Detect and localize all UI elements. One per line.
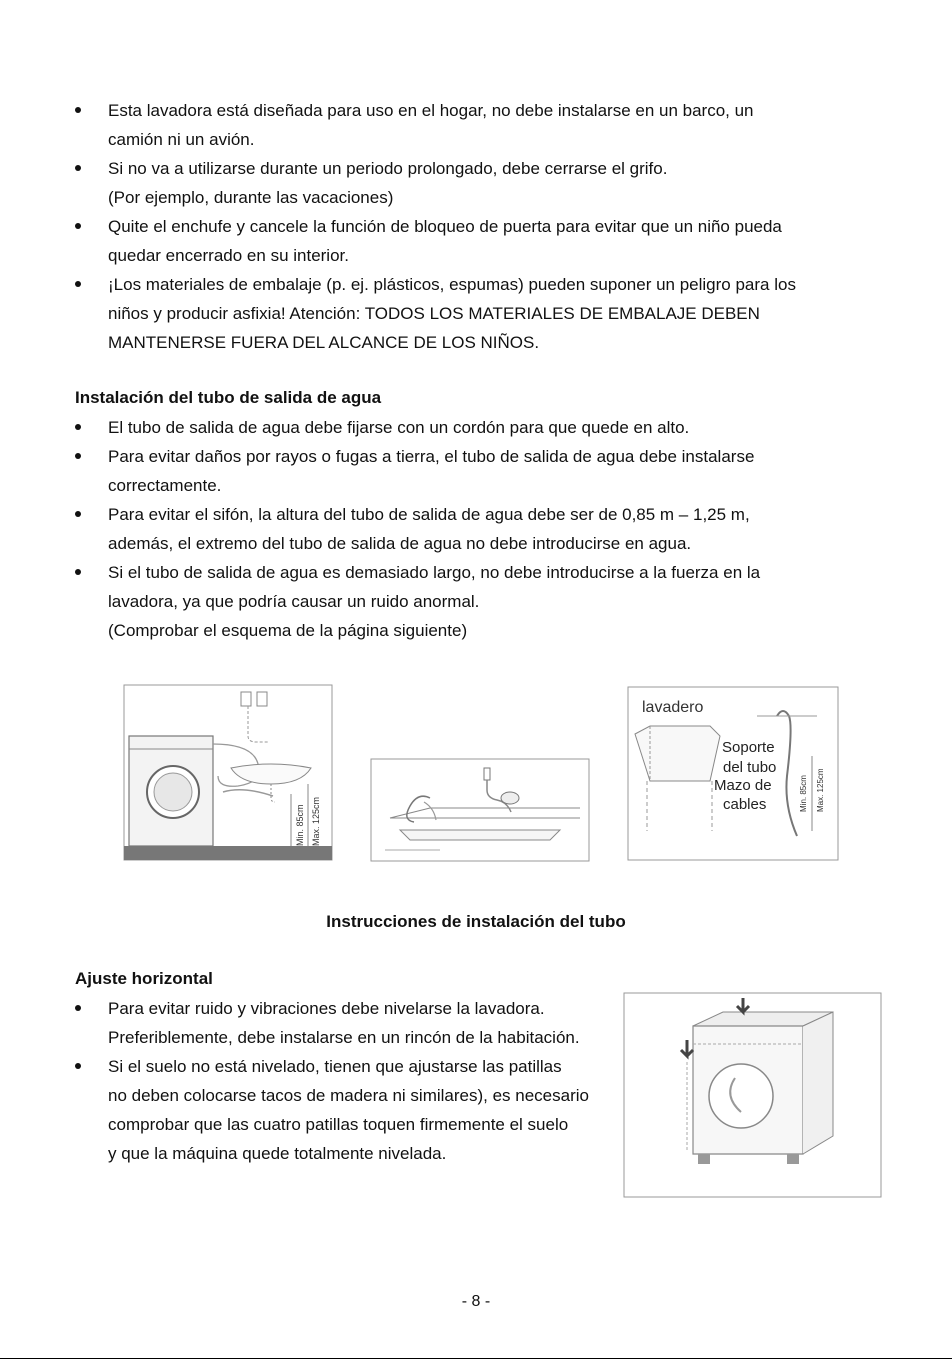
figure-leveling-washer xyxy=(623,992,882,1198)
list-item xyxy=(75,994,589,1052)
text-line: además, el extremo del tubo de salida de agua no debe introducirse en agua. xyxy=(108,534,692,553)
text-line: Preferiblemente, debe instalarse en un rincón de la habitación. xyxy=(108,1028,580,1047)
list-item xyxy=(75,1052,589,1168)
text-line: Para evitar daños por rayos o fugas a tierra, el tubo de salida de agua debe instalarse xyxy=(108,447,755,466)
lavadero-label: lavadero xyxy=(642,699,704,716)
safety-list xyxy=(75,96,796,357)
min-height-label: Min. 85cm xyxy=(295,804,305,846)
text-line: comprobar que las cuatro patillas toquen firmemente el suelo xyxy=(108,1115,569,1134)
text-line: y que la máquina quede totalmente nivelada. xyxy=(108,1144,447,1163)
text-line: ¡Los materiales de embalaje (p. ej. plásticos, espumas) pueden suponer un peligro para los xyxy=(108,275,796,294)
text-line: Si el tubo de salida de agua es demasiado largo, no debe introducirse a la fuerza en la xyxy=(108,563,761,582)
figure-lavadero xyxy=(627,686,839,861)
cable-tie-label-1: Mazo de xyxy=(714,777,772,794)
list-item xyxy=(75,96,796,154)
figure-caption: Instrucciones de instalación del tubo xyxy=(326,912,626,931)
text-line: correctamente. xyxy=(108,476,222,495)
text-line: quedar encerrado en su interior. xyxy=(108,246,349,265)
text-line: Para evitar ruido y vibraciones debe nivelarse la lavadora. xyxy=(108,999,545,1018)
list-item xyxy=(75,413,760,442)
text-line: Si no va a utilizarse durante un periodo prolongado, debe cerrarse el grifo. xyxy=(108,159,668,178)
text-line: Si el suelo no está nivelado, tienen que ajustarse las patillas xyxy=(108,1057,562,1076)
figure-washer-sink xyxy=(123,684,333,861)
text-line: lavadora, ya que podría causar un ruido anormal. xyxy=(108,592,480,611)
list-item xyxy=(75,558,760,645)
text-line: no deben colocarse tacos de madera ni similares), es necesario xyxy=(108,1086,589,1105)
list-item xyxy=(75,500,760,558)
list-item xyxy=(75,212,796,270)
text-line: MANTENERSE FUERA DEL ALCANCE DE LOS NIÑOS. xyxy=(108,333,540,352)
cable-tie-label-2: cables xyxy=(723,796,767,813)
drain-heading: Instalación del tubo de salida de agua xyxy=(75,388,382,407)
max-height-label: Max. 125cm xyxy=(816,768,825,812)
list-item xyxy=(75,270,796,357)
figure-tap-sink xyxy=(370,758,590,862)
text-line: niños y producir asfixia! Atención: TODOS LOS MATERIALES DE EMBALAJE DEBEN xyxy=(108,304,760,323)
text-line: (Por ejemplo, durante las vacaciones) xyxy=(108,188,394,207)
text-line: (Comprobar el esquema de la página siguiente) xyxy=(108,621,468,640)
list-item xyxy=(75,154,796,212)
hose-support-label-2: del tubo xyxy=(723,759,777,776)
text-line: El tubo de salida de agua debe fijarse con un cordón para que quede en alto. xyxy=(108,418,690,437)
max-height-label: Max. 125cm xyxy=(311,796,321,846)
hose-support-label-1: Soporte xyxy=(722,739,775,756)
text-line: Quite el enchufe y cancele la función de bloqueo de puerta para evitar que un niño pueda xyxy=(108,217,782,236)
text-line: camión ni un avión. xyxy=(108,130,255,149)
footer-rule xyxy=(0,1358,952,1359)
text-line: Para evitar el sifón, la altura del tubo de salida de agua debe ser de 0,85 m – 1,25 m, xyxy=(108,505,750,524)
list-item xyxy=(75,442,760,500)
page-number: - 8 - xyxy=(461,1293,491,1310)
text-line: Esta lavadora está diseñada para uso en el hogar, no debe instalarse en un barco, un xyxy=(108,101,754,120)
leveling-heading: Ajuste horizontal xyxy=(75,969,213,988)
leveling-list xyxy=(75,994,589,1168)
min-height-label: Min. 85cm xyxy=(799,775,808,812)
drain-list xyxy=(75,413,760,645)
